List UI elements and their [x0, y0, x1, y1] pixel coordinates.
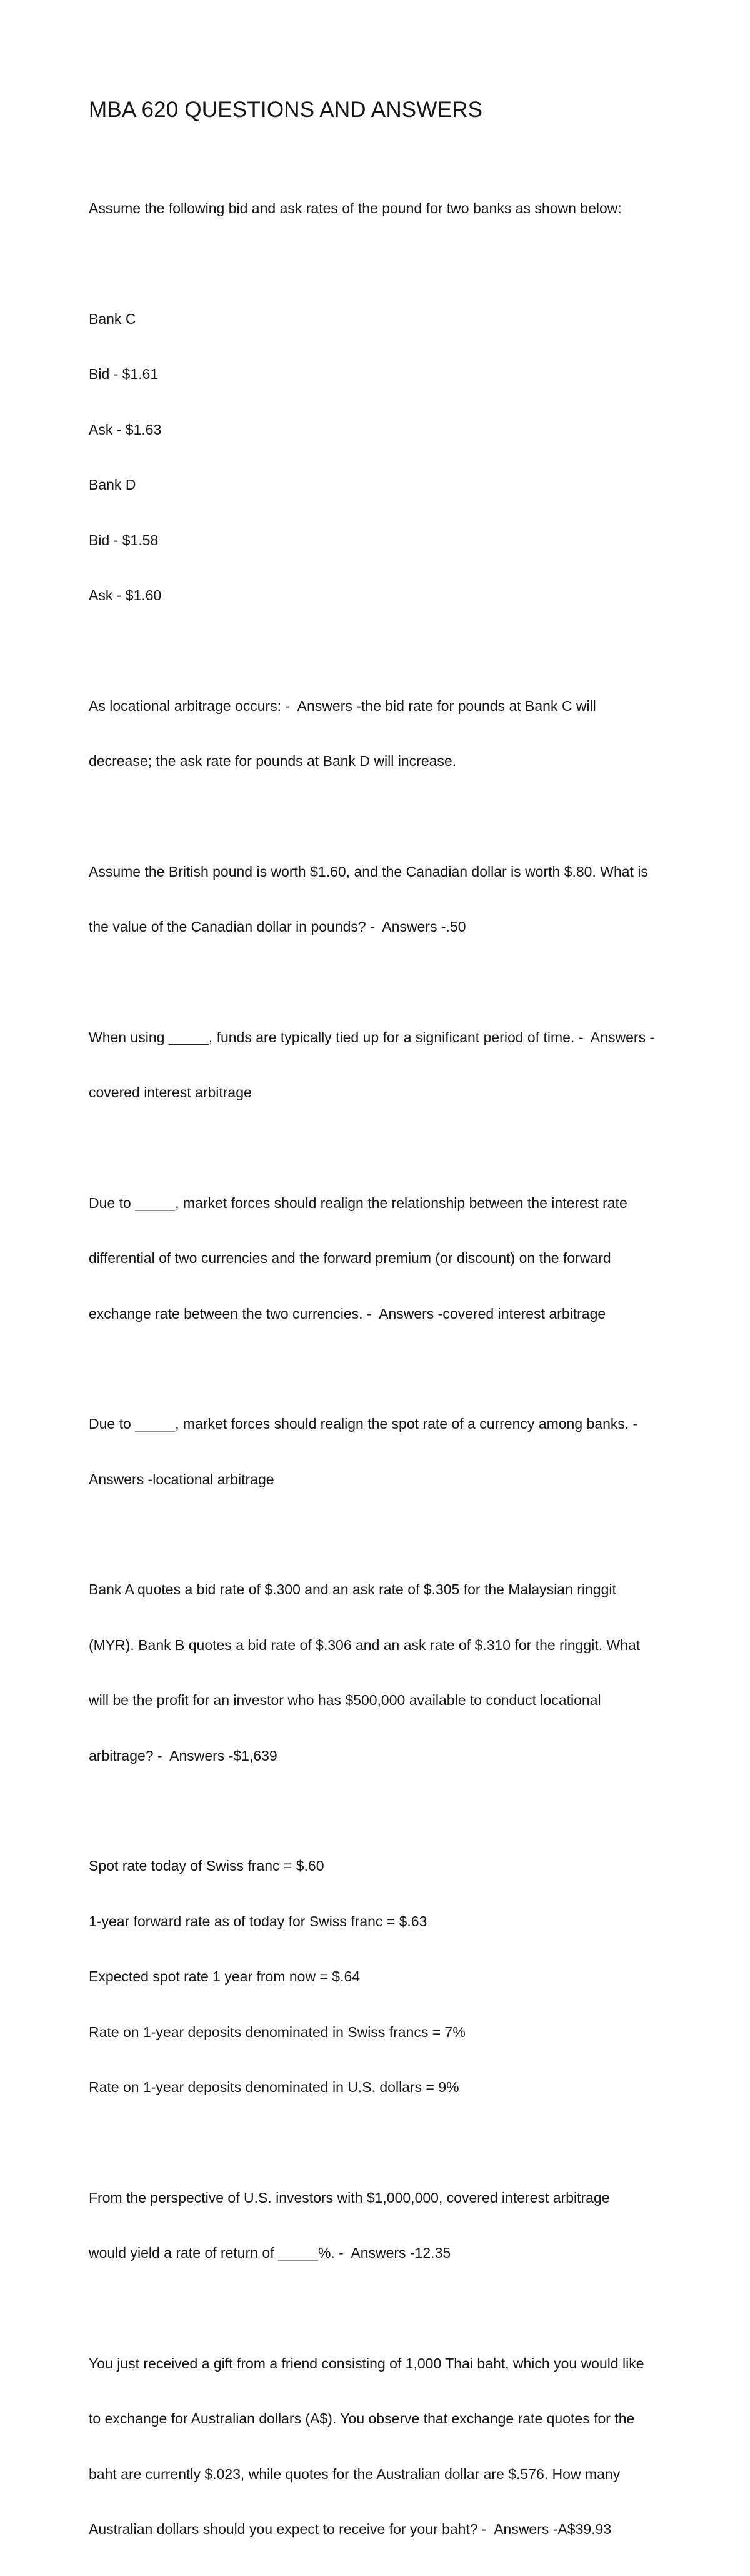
- text-line: Rate on 1-year deposits denominated in Swiss francs = 7%: [89, 2023, 466, 2040]
- text-line: Australian dollars should you expect to receive for your baht? - Answers -A$39.93: [89, 2521, 612, 2537]
- text-line: When using _____, funds are typically tied up for a significant period of time. - Answers -: [89, 1029, 655, 1045]
- text-line: decrease; the ask rate for pounds at Bank D will increase.: [89, 753, 457, 769]
- text-line: the value of the Canadian dollar in pounds? - Answers -.50: [89, 918, 466, 935]
- text-line: Bid - $1.58: [89, 531, 159, 548]
- paragraph-qa-4: [89, 1157, 688, 1361]
- text-line: Assume the British pound is worth $1.60, and the Canadian dollar is worth $.80. What is: [89, 863, 648, 880]
- text-line: Answers -locational arbitrage: [89, 1471, 274, 1487]
- text-line: 1-year forward rate as of today for Swiss franc = $.63: [89, 1913, 428, 1929]
- text-line: differential of two currencies and the forward premium (or discount) on the forward: [89, 1250, 611, 1266]
- text-line: As locational arbitrage occurs: - Answers -the bid rate for pounds at Bank C will: [89, 697, 596, 714]
- paragraph-qa-3: [89, 992, 688, 1139]
- paragraph-intro: [89, 163, 688, 255]
- text-line: Expected spot rate 1 year from now = $.64: [89, 1968, 361, 1985]
- paragraph-bank-rates: [89, 273, 688, 642]
- paragraph-qa-8: [89, 2318, 688, 2576]
- text-line: Bank D: [89, 476, 136, 493]
- paragraph-qa-6: [89, 1544, 688, 1802]
- text-line: Bid - $1.61: [89, 366, 159, 382]
- paragraph-swiss-rates: [89, 1820, 688, 2134]
- paragraph-qa-1: [89, 660, 688, 808]
- paragraph-qa-5: [89, 1378, 688, 1526]
- text-line: From the perspective of U.S. investors with $1,000,000, covered interest arbitrage: [89, 2189, 610, 2206]
- text-line: Bank A quotes a bid rate of $.300 and an ask rate of $.305 for the Malaysian ringgit: [89, 1581, 616, 1597]
- text-line: arbitrage? - Answers -$1,639: [89, 1747, 278, 1764]
- text-line: Assume the following bid and ask rates of the pound for two banks as shown below:: [89, 200, 622, 216]
- text-line: covered interest arbitrage: [89, 1084, 252, 1100]
- text-line: Due to _____, market forces should realign the spot rate of a currency among banks. -: [89, 1416, 638, 1432]
- paragraph-qa-7: [89, 2152, 688, 2300]
- text-line: Ask - $1.63: [89, 421, 162, 438]
- text-line: Bank C: [89, 310, 136, 327]
- text-line: to exchange for Australian dollars (A$). You observe that exchange rate quotes for the: [89, 2410, 635, 2427]
- text-line: (MYR). Bank B quotes a bid rate of $.306 and an ask rate of $.310 for the ringgit. What: [89, 1636, 641, 1653]
- text-line: Spot rate today of Swiss franc = $.60: [89, 1858, 324, 1874]
- paragraph-qa-2: [89, 826, 688, 974]
- text-line: would yield a rate of return of _____%. - Answers -12.35: [89, 2245, 451, 2261]
- document-title: MBA 620 QUESTIONS AND ANSWERS: [89, 98, 483, 122]
- text-line: Rate on 1-year deposits denominated in U.S. dollars = 9%: [89, 2079, 459, 2095]
- text-line: will be the profit for an investor who has $500,000 available to conduct locational: [89, 1692, 601, 1708]
- text-line: baht are currently $.023, while quotes for the Australian dollar are $.576. How many: [89, 2465, 621, 2482]
- text-line: exchange rate between the two currencies. - Answers -covered interest arbitrage: [89, 1305, 606, 1322]
- text-line: You just received a gift from a friend consisting of 1,000 Thai baht, which you would like: [89, 2355, 644, 2372]
- text-line: Due to _____, market forces should realign the relationship between the interest rate: [89, 1194, 628, 1211]
- text-line: Ask - $1.60: [89, 587, 162, 603]
